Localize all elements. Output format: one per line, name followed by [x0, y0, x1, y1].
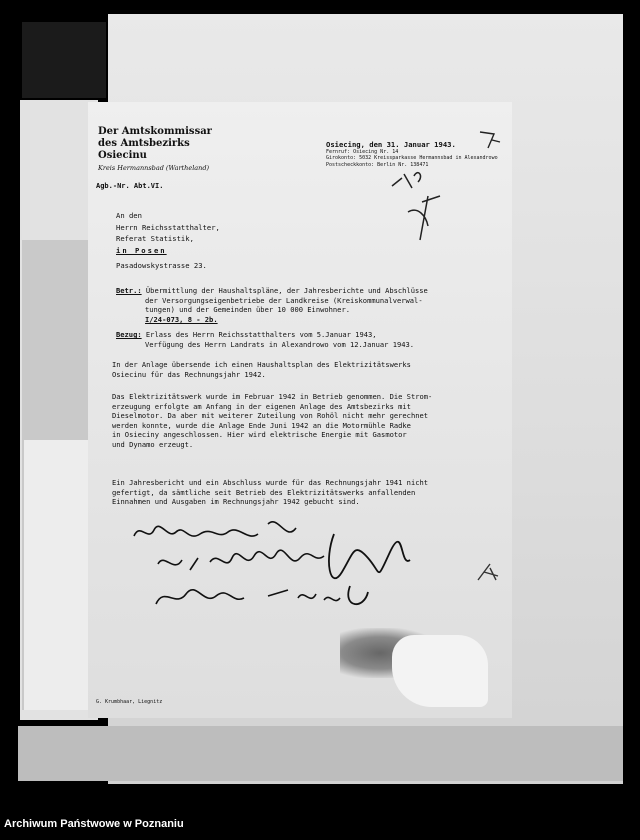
address-line2: Herrn Reichsstatthalter, — [116, 222, 220, 232]
date-line: Osiecing, den 31. Januar 1943. — [326, 140, 456, 149]
paragraph-3-line3: Einnahmen und Ausgaben im Rechnungsjahr 1942 gebucht sind. — [112, 497, 360, 507]
subject-line1: Übermittlung der Haushaltspläne, der Jahresberichte und Abschlüsse — [145, 286, 428, 295]
paragraph-2-line4: werden konnte, wurde die Anlage Ende Juni 1942 an die Motormühle Radke — [112, 420, 411, 430]
date-sub-line1: Fernruf: Osiecing Nr. 14 — [326, 148, 399, 155]
address-line5: Pasadowskystrasse 23. — [116, 261, 207, 270]
paragraph-3-line1: Ein Jahresbericht und ein Abschluss wurde für das Rechnungsjahr 1941 nicht — [112, 478, 429, 487]
letterhead-line1: Der Amtskommissar — [98, 126, 212, 137]
letterhead-line2: des Amtsbezirks Osiecinu — [98, 138, 190, 161]
subject-line3: tungen) und der Gemeinden über 10 000 Einwohner. — [145, 305, 350, 315]
date-sub-line3: Postscheckkonto: Berlin Nr. 138471 — [326, 161, 429, 168]
date-sub-line2: Girokonto: 5032 Kreissparkasse Hermannsbad in Alexandrowo — [326, 155, 498, 162]
paragraph-2-line1: Das Elektrizitätswerk wurde im Februar 1942 in Betrieb genommen. Die Strom- — [112, 392, 433, 401]
paper-damage — [392, 635, 488, 707]
reference-line2: Verfügung des Herrn Landrats in Alexandrowo vom 12.Januar 1943. — [145, 339, 415, 349]
subject-line2: der Versorgungseigenbetriebe der Landkreise (Kreiskommunalverwal- — [145, 295, 423, 305]
paragraph-2-line5: in Osieciny angeschlossen. Hier wird elektrische Energie mit Gasmotor — [112, 430, 407, 440]
left-paper-strip-light — [24, 440, 88, 710]
reference-label: Bezug: — [116, 330, 142, 340]
reference-line1: Erlass des Herrn Reichsstatthalters vom 5.Januar 1943, — [145, 330, 377, 340]
address-line4: in Posen — [116, 245, 167, 255]
paragraph-2-line3: Dieselmotor. Da aber mit weiterer Zuteilung von Rohöl nicht mehr gerechnet — [112, 411, 429, 421]
paragraph-3 — [112, 478, 508, 507]
left-dark-area — [22, 22, 106, 98]
letterhead — [98, 126, 238, 174]
paragraph-1-line2: Osiecinu für das Rechnungsjahr 1942. — [112, 369, 266, 379]
paragraph-3-line2: gefertigt, da sämtliche seit Betrieb des Elektrizitätswerks anfallenden — [112, 487, 416, 497]
bottom-paper-edge — [18, 726, 623, 781]
letterhead-line3: Kreis Hermannsbad (Wartheland) — [98, 164, 210, 172]
paragraph-1-line1: In der Anlage übersende ich einen Haushaltsplan des Elektrizitätswerks — [112, 360, 411, 369]
address-line1: An den — [116, 211, 142, 220]
address-line3: Referat Statistik, — [116, 234, 194, 243]
reference-number: Agb.-Nr. Abt.VI. — [96, 182, 164, 190]
subject-block — [116, 286, 508, 350]
subject-label: Betr.: — [116, 286, 142, 295]
printer-footer: G. Krumbhaar, Liegnitz — [96, 699, 163, 705]
paragraph-2-line2: erzeugung erfolgte am Anfang in der eigenen Anlage des Amtsbezirks mit — [112, 401, 411, 411]
subject-line4: I/24-073, 8 - 2b. — [145, 314, 218, 324]
paragraph-2-line6: und Dynamo erzeugt. — [112, 439, 194, 449]
corner-annotation — [476, 128, 504, 152]
handwritten-annotation — [388, 162, 448, 252]
margin-mark — [474, 560, 504, 584]
paragraph-2 — [112, 392, 508, 450]
recipient-address — [116, 210, 220, 272]
paragraph-1 — [112, 360, 508, 379]
document-page — [88, 102, 512, 718]
handwritten-notes — [128, 512, 428, 622]
archive-caption: Archiwum Państwowe w Poznaniu — [4, 818, 184, 830]
